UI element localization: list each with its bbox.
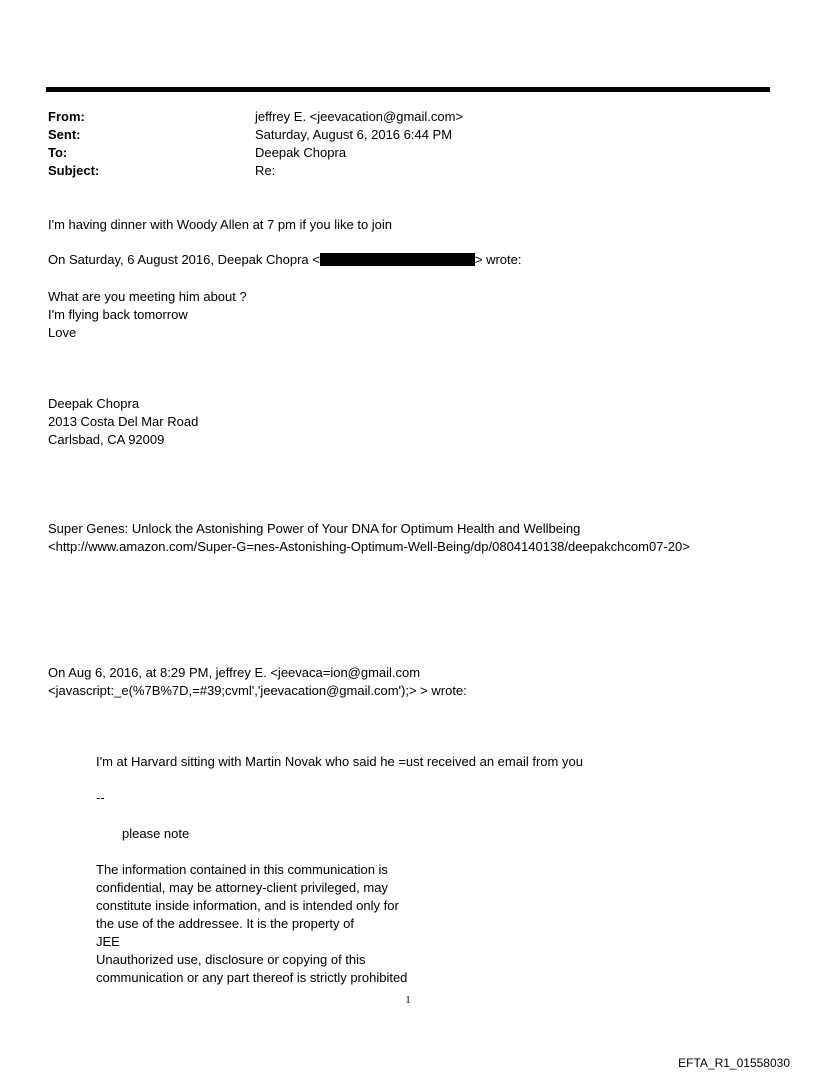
page-number: 1	[405, 994, 411, 1006]
subject-value: Re:	[255, 163, 276, 178]
reply-line: What are you meeting him about ?	[48, 289, 247, 304]
quote-intro	[48, 251, 521, 269]
disclaimer-line: communication or any part thereof is strictly prohibited	[96, 970, 408, 985]
subject-label: Subject:	[48, 163, 100, 178]
quote-intro-after: > wrote:	[474, 252, 522, 267]
from-label: From:	[48, 109, 85, 124]
disclaimer-line: JEE	[96, 934, 120, 949]
disclaimer-line: constitute inside information, and is intended only for	[96, 898, 399, 913]
quote-intro-before: On Saturday, 6 August 2016, Deepak Chopra <	[48, 252, 320, 267]
signature-dashes: --	[96, 790, 105, 805]
signature-name: Deepak Chopra	[48, 396, 140, 411]
sent-label: Sent:	[48, 127, 81, 142]
header-rule	[46, 87, 770, 92]
earlier-intro: On Aug 6, 2016, at 8:29 PM, jeffrey E. <jeevaca=ion@gmail.com	[48, 665, 421, 680]
disclaimer-line: confidential, may be attorney-client privileged, may	[96, 880, 388, 895]
redaction-bar	[320, 253, 475, 266]
signature-city: Carlsbad, CA 92009	[48, 432, 165, 447]
to-value: Deepak Chopra	[255, 145, 347, 160]
disclaimer-line: the use of the addressee. It is the property of	[96, 916, 354, 931]
book-link: <http://www.amazon.com/Super-G=nes-Astonishing-Optimum-Well-Being/dp/0804140138/deepakchcom07-20>	[48, 539, 690, 554]
earlier-message: I'm at Harvard sitting with Martin Novak who said he =ust received an email from you	[96, 754, 583, 769]
document-id: EFTA_R1_01558030	[678, 1056, 790, 1070]
reply-line: I'm flying back tomorrow	[48, 307, 188, 322]
from-value: jeffrey E. <jeevacation@gmail.com>	[255, 109, 464, 124]
disclaimer-line: The information contained in this communication is	[96, 862, 388, 877]
book-title: Super Genes: Unlock the Astonishing Power of Your DNA for Optimum Health and Wellbeing	[48, 521, 581, 536]
disclaimer-line: Unauthorized use, disclosure or copying of this	[96, 952, 366, 967]
to-label: To:	[48, 145, 68, 160]
please-note: please note	[122, 826, 190, 841]
message-line: I'm having dinner with Woody Allen at 7 pm if you like to join	[48, 217, 393, 232]
earlier-intro: <javascript:_e(%7B%7D,=#39;cvml','jeevacation@gmail.com');> > wrote:	[48, 683, 467, 698]
sent-value: Saturday, August 6, 2016 6:44 PM	[255, 127, 453, 142]
signature-address: 2013 Costa Del Mar Road	[48, 414, 199, 429]
reply-line: Love	[48, 325, 77, 340]
